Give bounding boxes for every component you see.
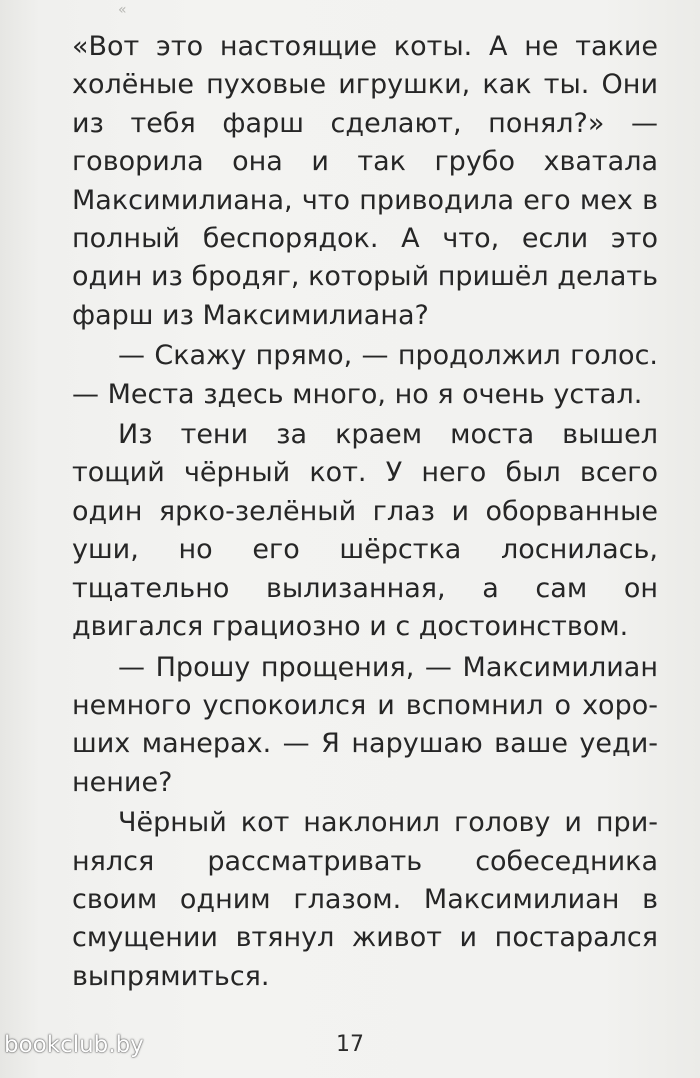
paragraph-4: — Прошу прощения, — Максимилиан немного успокоился и вспомнил о хороших манерах. — Я нарушаю ваше уединение? [72, 651, 658, 798]
paragraph-3: Из тени за краем моста вышел тощий чёрный кот. У него был всего один ярко-зелёный глаз и оборванные уши, но его шёрстка лоснилась, тщательно вылизанная, а сам он двигался грациозно и с достоинством. [72, 419, 658, 643]
page-number: 17 [336, 1032, 364, 1057]
top-edge-mark: « [118, 2, 127, 18]
paragraph-1: «Вот это настоящие коты. А не такие холёные пуховые игрушки, как ты. Они из тебя фарш сделают, понял?» — говорила она и так грубо хватала Максимилиана, что приводила его мех в полный беспорядок. А что, если это один из бродяг, который пришёл делать фарш из Максимилиана? [72, 31, 658, 331]
body-text [72, 28, 658, 996]
paragraph-5: Чёрный кот наклонил голову и принялся рассматривать собеседника своим одним глазом. Максимилиан в смущении втянул живот и постарался выпрямиться. [72, 807, 658, 992]
watermark: bookclub.by [4, 1032, 144, 1058]
paragraph-2: — Скажу прямо, — продолжил голос. — Места здесь много, но я очень устал. [72, 340, 658, 410]
